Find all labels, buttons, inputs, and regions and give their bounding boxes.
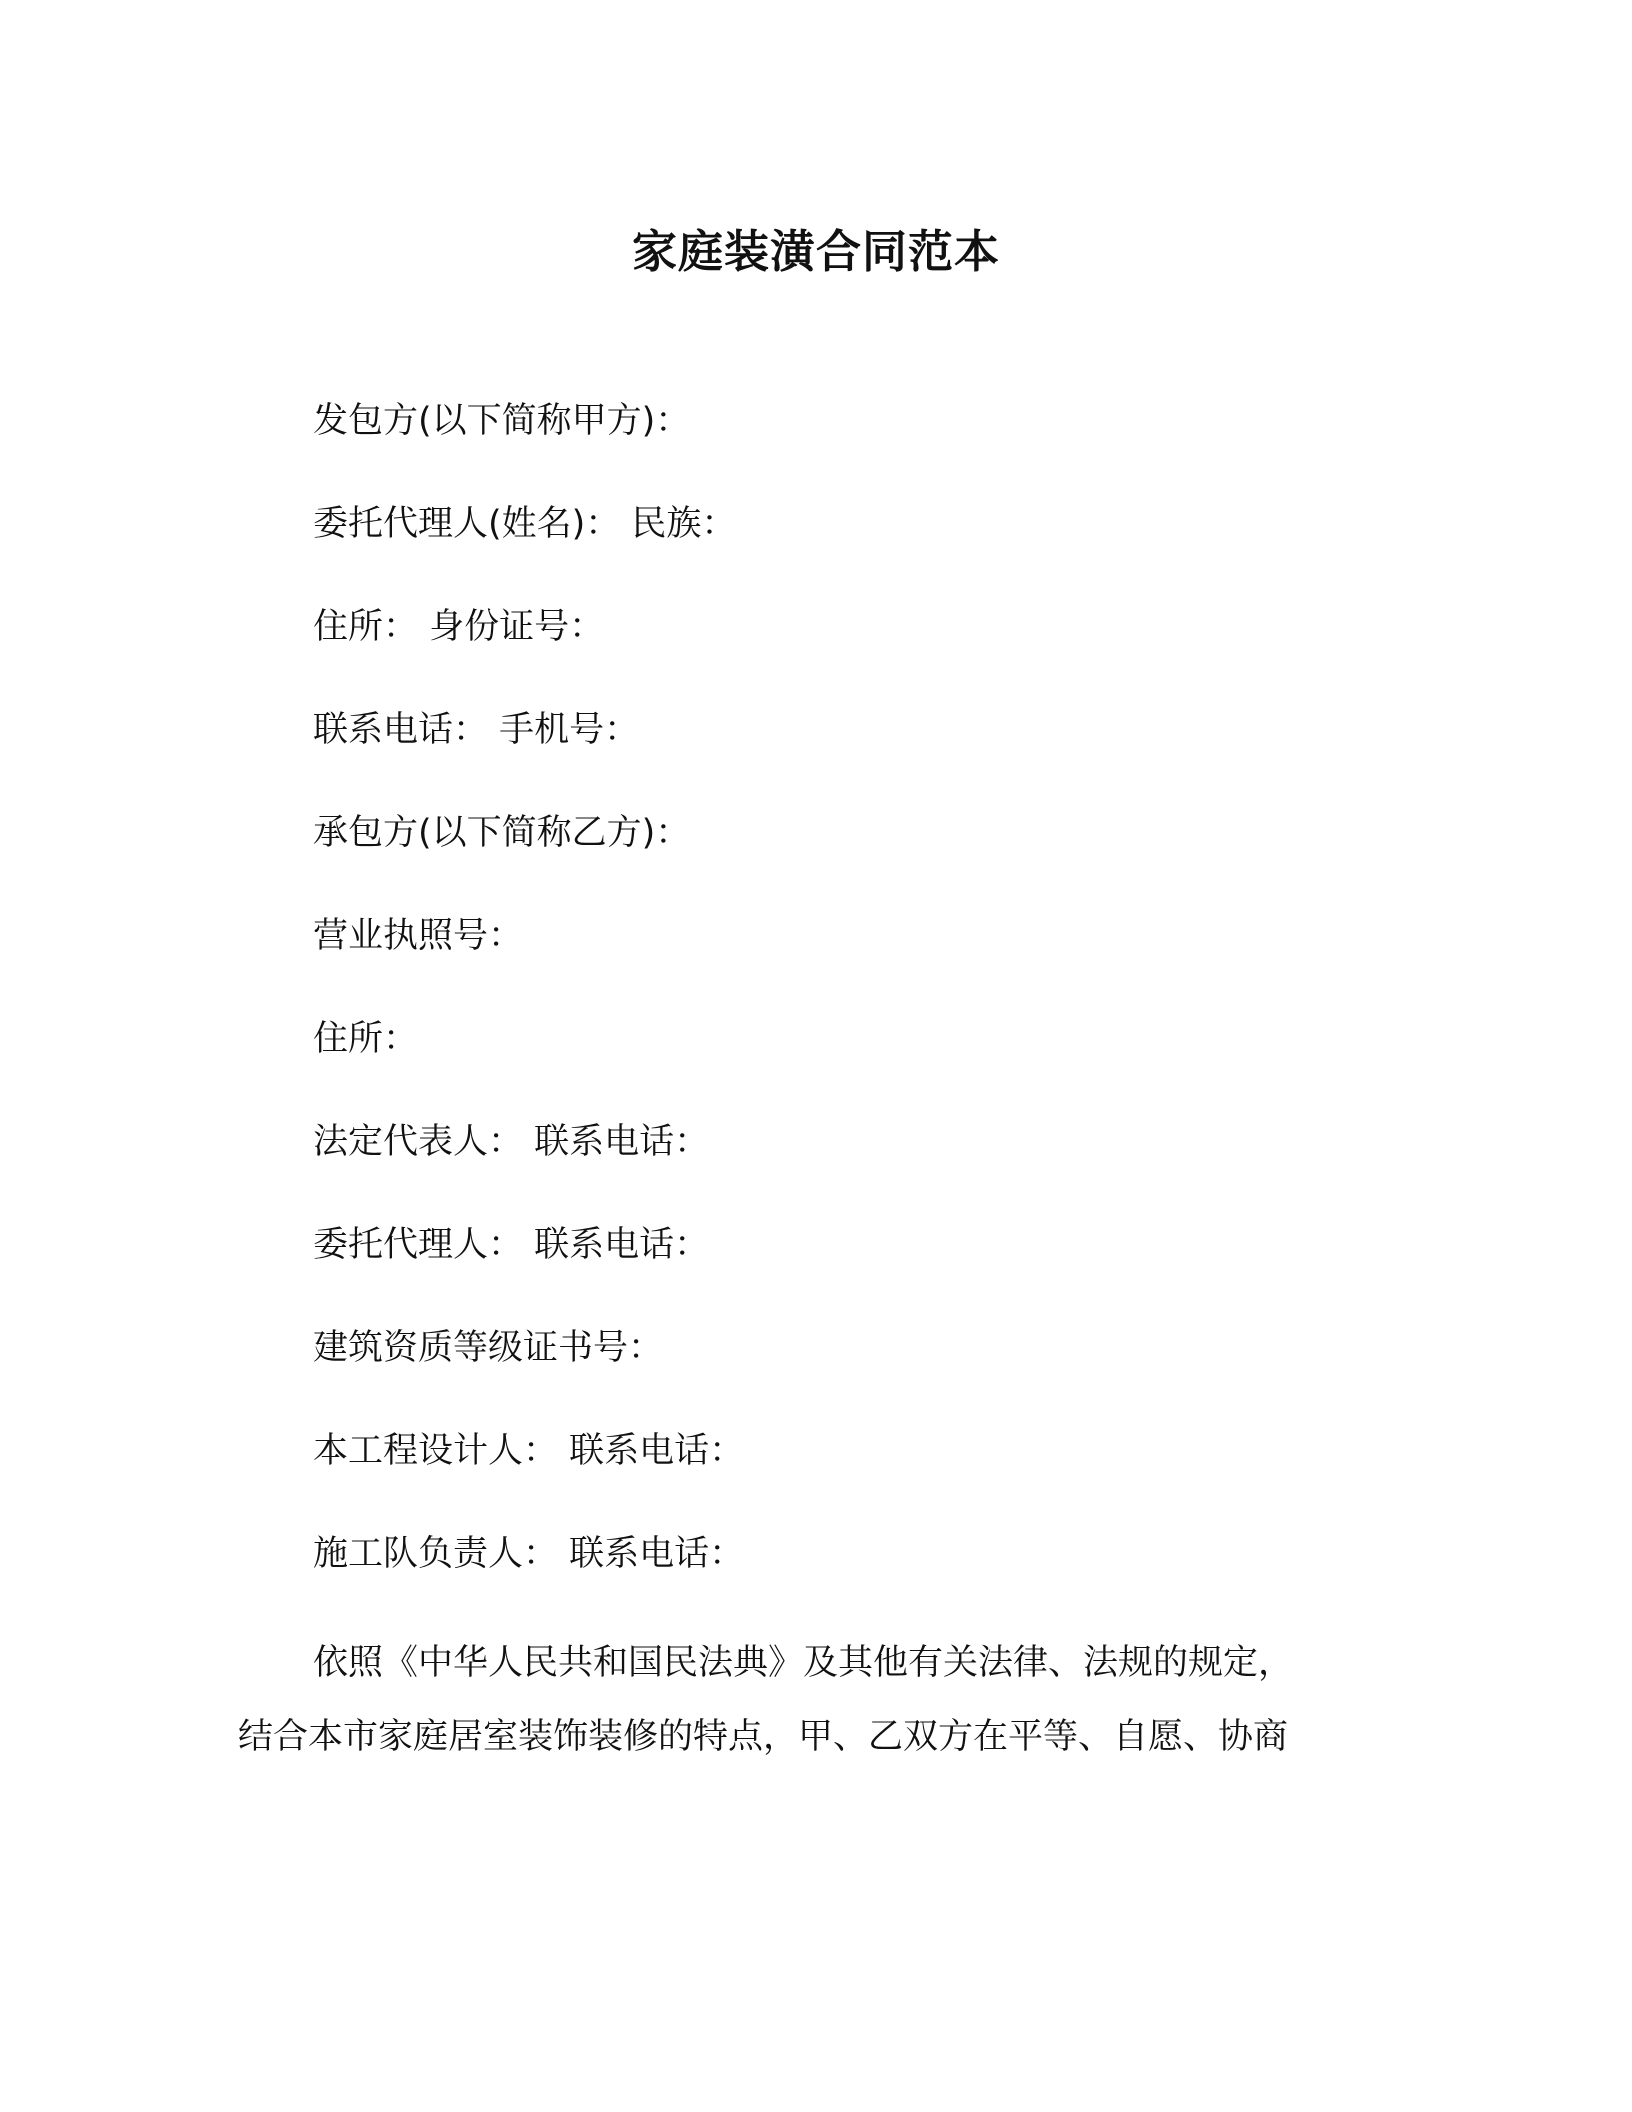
document-title: 家庭装潢合同范本 [631, 225, 1000, 278]
field-legal-representative: 法定代表人： 联系电话： [313, 1122, 710, 1162]
field-contractor-address: 住所： [313, 1019, 419, 1059]
field-employer: 发包方(以下简称甲方)： [313, 401, 691, 441]
field-business-license: 营业执照号： [313, 916, 524, 956]
body-paragraph-line-1: 依照《中华人民共和国民法典》及其他有关法律、法规的规定， [313, 1643, 1294, 1683]
field-agent-name-ethnicity: 委托代理人(姓名)： 民族： [313, 504, 737, 544]
field-address-id-number: 住所： 身份证号： [313, 607, 605, 647]
field-qualification-cert: 建筑资质等级证书号： [313, 1328, 664, 1368]
field-designer: 本工程设计人： 联系电话： [313, 1431, 745, 1471]
field-phone-mobile: 联系电话： 手机号： [313, 710, 640, 750]
field-contractor-agent: 委托代理人： 联系电话： [313, 1225, 710, 1265]
body-paragraph-line-2: 结合本市家庭居室装饰装修的特点，甲、乙双方在平等、自愿、协商 [238, 1717, 1289, 1757]
field-construction-lead: 施工队负责人： 联系电话： [313, 1534, 745, 1574]
field-contractor: 承包方(以下简称乙方)： [313, 813, 691, 853]
